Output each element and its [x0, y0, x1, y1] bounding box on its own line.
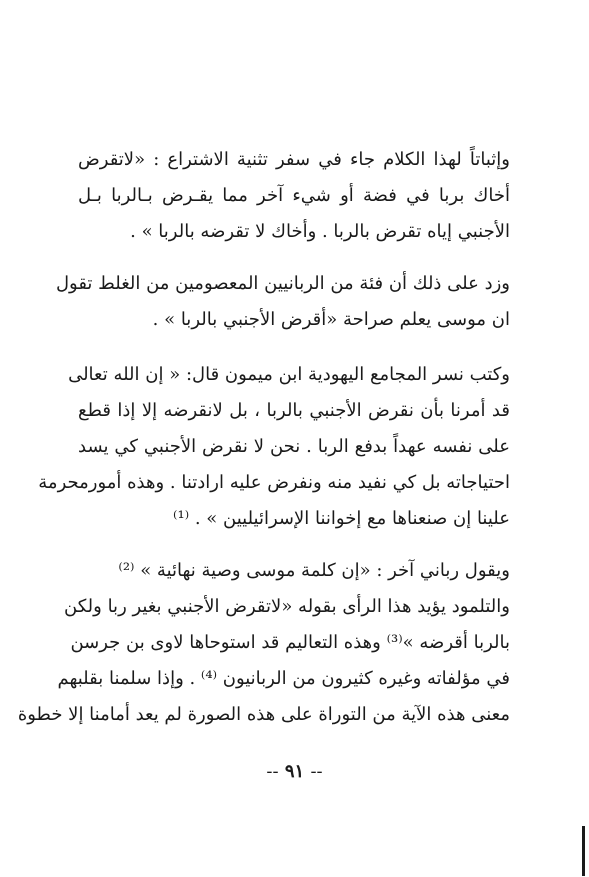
text-line: وزد على ذلك أن فئة من الربانيين المعصومين من الغلط تقول — [55, 273, 510, 294]
text-line: ان موسى يعلم صراحة «أقرض الأجنبي بالربا » . — [152, 309, 510, 330]
page-number — [0, 757, 589, 787]
text-line: قد أمرنا بأن نقرض الأجنبي بالربا ، بل لانقرضه إلا إذا قطع — [78, 400, 510, 421]
text-line: أخاك بربا في فضة أو شيء آخر مما يقـرض بـالربا بـل — [78, 185, 510, 206]
paragraph-torah-deuteronomy — [78, 142, 510, 250]
text-line: والتلمود يؤيد هذا الرأى بقوله «لاتقرض الأجنبي بغير ربا ولكن — [64, 596, 510, 617]
text-line: معنى هذه الآية من التوراة على هذه الصورة لم يعد أمامنا إلا خطوة — [17, 704, 510, 725]
text-line: وإثباتاً لهذا الكلام جاء في سفر تثنية الاشتراع : «لاتقرض — [78, 149, 510, 170]
paragraph-talmud — [17, 553, 510, 733]
text-line: وكتب نسر المجامع اليهودية ابن ميمون قال: « إن الله تعالى — [68, 364, 510, 385]
text-line: احتياجاته بل كي نفيد منه ونفرض عليه ارادتنا . وهذه أمورمحرمة — [38, 472, 510, 493]
paragraph-rabbis-claim — [55, 266, 510, 338]
text-line: بالربا أقرضه »⁽³⁾ وهذه التعاليم قد استوحاها لاوى بن جرسن — [70, 632, 510, 653]
dash-left: -- — [266, 761, 279, 782]
text-line: علينا إن صنعناها مع إخواننا الإسرائيليين » . ⁽¹⁾ — [173, 508, 510, 529]
page-edge-mark — [582, 826, 585, 876]
dash-right: -- — [310, 761, 323, 782]
paragraph-maimonides-quote — [38, 357, 510, 537]
text-line: في مؤلفاته وغيره كثيرون من الربانيون ⁽⁴⁾ . وإذا سلمنا بقلبهم — [57, 668, 510, 689]
text-line: على نفسه عهداً بدفع الربا . نحن لا نقرض الأجنبي كي يسد — [78, 436, 510, 457]
text-line: ويقول رباني آخر : «إن كلمة موسى وصية نهائية » ⁽²⁾ — [118, 560, 510, 581]
page-number-value: ٩١ — [284, 761, 305, 782]
text-line: الأجنبي إياه تقرض بالربا . وأخاك لا تقرضه بالربا » . — [130, 221, 510, 242]
